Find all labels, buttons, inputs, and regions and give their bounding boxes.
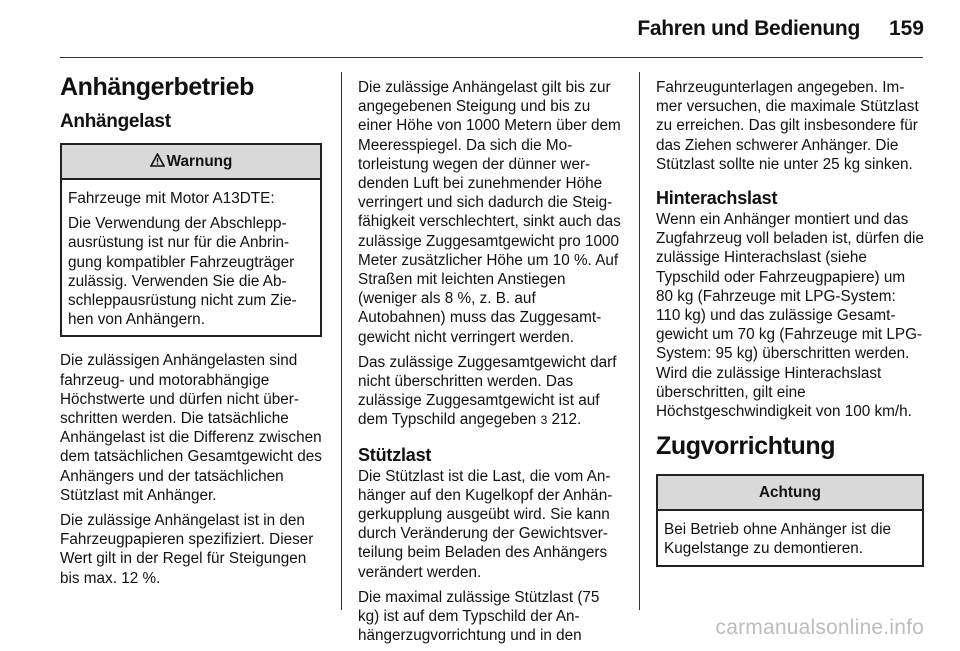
caution-text: Bei Betrieb ohne Anhänger ist die Kugelstange zu demontieren. [664,521,892,558]
column-1 [60,72,322,594]
warning-lead: Fahrzeuge mit Motor A13DTE: [68,190,275,207]
page-reference-icon: 3 [540,413,548,428]
header-divider [60,57,923,58]
paragraph [358,353,624,431]
column-divider-1 [341,72,342,610]
watermark: carmanualsonline.info [715,616,924,639]
warning-icon [150,145,165,178]
paragraph: Fahrzeugunterlagen angegeben. Immer versuchen, die maximale Stützlast zu erreichen. Das gilt insbesondere für das Ziehen schwerer Anhänger. Die Stützlast sollte nie unter 25 kg sinken. [656,79,919,173]
column-3 [656,78,924,581]
column-2 [358,78,624,651]
header-title: Fahren und Bedienung [637,17,860,40]
warning-box-title: Warnung [166,153,233,170]
warning-box-header [62,145,320,180]
paragraph-text: Das zulässige Zuggesamtgewicht darf nicht überschritten werden. Das zulässige Zuggesamtgewicht ist auf dem Typschild angegeben [358,353,617,429]
paragraph: Die Stützlast ist die Last, die vom Anhänger auf den Kugelkopf der Anhängerkupplung ausgeübt wird. Sie kann durch Veränderung der Gewichtsverteilung beim Beladen des Anhängers verändert werden. [358,467,613,581]
subsection-title-hinterachslast: Hinterachslast [656,188,778,209]
warning-text: Die Verwendung der Abschleppausrüstung ist nur für die Anbringung kompatibler Fahrzeugträger zulässig. Verwenden Sie die Abschleppausrüstung nicht zum Ziehen von Anhängern. [68,215,297,329]
warning-box [60,143,322,337]
subsection-title-anhaengelast: Anhängelast [60,111,171,132]
page-reference[interactable]: 212. [551,411,582,429]
subsection-title-stuetzlast: Stützlast [358,444,432,465]
paragraph: Die zulässige Anhängelast ist in den Fahrzeugpapieren spezifiziert. Dieser Wert gilt in der Regel für Steigungen bis max. 12 %. [60,512,314,587]
warning-box-body [62,180,320,335]
caution-box [656,474,924,566]
paragraph: Die zulässige Anhängelast gilt bis zur angegebenen Steigung und bis zu einer Höhe von 1000 Metern über dem Meeresspiegel. Da sich die Motorleistung wegen der dünner werdenden Luft bei zunehmender Höhe verringert und sich dadurch die Steigfähigkeit verschlechtert, sinkt auch das zulässige Zuggesamtgewicht pro 1000 Meter zusätzlicher Höhe um 10 %. Auf Straßen mit leichten Anstiegen (weniger als 8 %, z. B. auf Autobahnen) muss das Zuggesamtgewicht nicht verringert werden. [358,79,621,346]
paragraph: Die maximal zulässige Stützlast (75 kg) ist auf dem Typschild der Anhängerzugvorrichtung und in den [358,588,600,645]
page-number: 159 [888,17,924,40]
paragraph: Wenn ein Anhänger montiert und das Zugfahrzeug voll beladen ist, dürfen die zulässige Hinterachslast (siehe Typschild oder Fahrzeugpapiere) um 80 kg (Fahrzeuge mit LPG-System: 110 kg) und das zulässige Gesamtgewicht um 70 kg (Fahrzeuge mit LPG-System: 95 kg) überschritten werden. Wird die zulässige Hinterachslast überschritten, gilt eine Höchstgeschwindigkeit von 100 km/h. [656,211,924,421]
caution-box-header: Achtung [658,476,922,511]
caution-box-body [658,511,922,564]
column-divider-2 [639,72,640,610]
section-title-zugvorrichtung: Zugvorrichtung [656,432,836,461]
section-title-anhaengerbetrieb: Anhängerbetrieb [60,73,255,101]
paragraph: Die zulässigen Anhängelasten sind fahrzeug- und motorabhängige Höchstwerte und dürfen nicht überschritten werden. Die tatsächliche Anhängelast ist die Differenz zwischen dem tatsächlichen Gesamtgewicht des Anhängers und der tatsächlichen Stützlast mit Anhänger. [60,352,322,504]
